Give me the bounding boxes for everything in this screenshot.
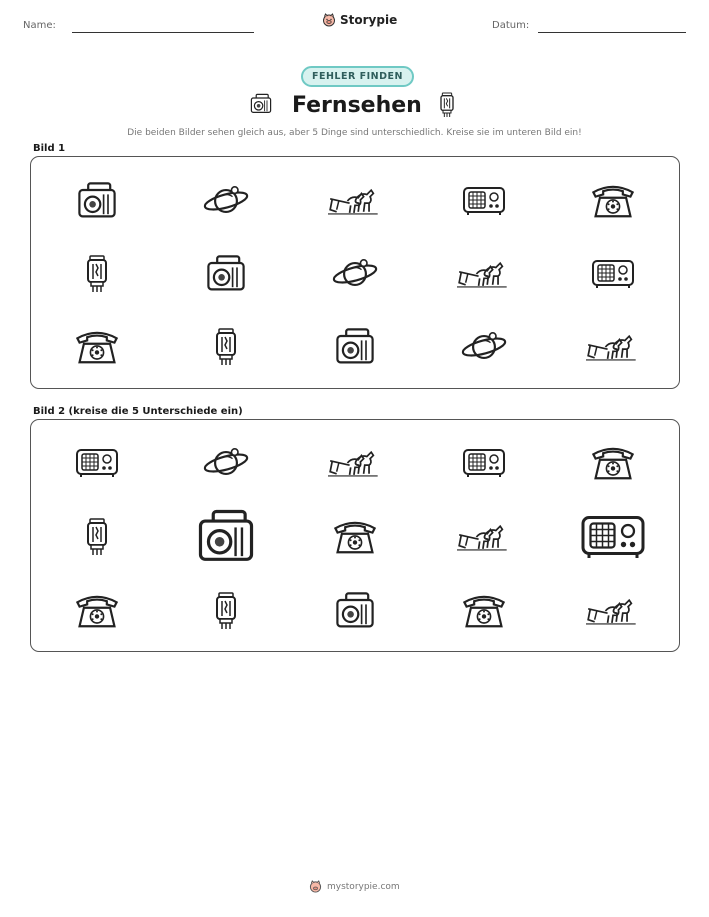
picture-cell[interactable]	[32, 500, 161, 574]
horse-plough-icon	[586, 593, 640, 629]
picture-1-grid	[32, 164, 678, 384]
footer	[309, 880, 400, 893]
picture-cell[interactable]	[290, 237, 419, 310]
picture-cell[interactable]	[549, 426, 678, 500]
vacuum-tube-icon	[214, 588, 238, 634]
picture-cell[interactable]	[32, 426, 161, 500]
picture-cell[interactable]	[290, 426, 419, 500]
name-field[interactable]	[72, 32, 254, 33]
picture-2-label: Bild 2 (kreise die 5 Unterschiede ein)	[33, 406, 243, 417]
telephone-icon	[460, 591, 508, 631]
camera-icon	[204, 254, 248, 294]
vacuum-tube-icon	[214, 324, 238, 370]
instructions-text: Die beiden Bilder sehen gleich aus, aber 5 Dinge sind unterschiedlich. Kreise sie im unteren Bild ein!	[127, 128, 582, 138]
picture-cell[interactable]	[290, 574, 419, 648]
picture-2-grid	[32, 426, 678, 648]
date-field[interactable]	[538, 32, 686, 33]
picture-cell[interactable]	[549, 574, 678, 648]
radio-icon	[591, 257, 635, 291]
camera-icon	[194, 508, 258, 566]
camera-icon	[333, 591, 377, 631]
picture-cell[interactable]	[161, 237, 290, 310]
telephone-icon	[73, 591, 121, 631]
picture-cell[interactable]	[161, 574, 290, 648]
horse-plough-icon	[457, 256, 511, 292]
picture-cell[interactable]	[290, 500, 419, 574]
picture-cell[interactable]	[549, 164, 678, 237]
picture-cell[interactable]	[32, 164, 161, 237]
telephone-icon	[331, 517, 379, 557]
camera-icon	[75, 181, 119, 221]
pig-logo-icon	[309, 880, 322, 893]
picture-cell[interactable]	[161, 311, 290, 384]
picture-cell[interactable]	[549, 237, 678, 310]
planet-icon	[202, 183, 250, 219]
picture-cell[interactable]	[420, 164, 549, 237]
planet-icon	[331, 256, 379, 292]
picture-cell[interactable]	[32, 237, 161, 310]
picture-cell[interactable]	[549, 311, 678, 384]
planet-icon	[202, 445, 250, 481]
picture-cell[interactable]	[161, 500, 290, 574]
telephone-icon	[589, 443, 637, 483]
picture-cell[interactable]	[420, 426, 549, 500]
picture-1-label: Bild 1	[33, 143, 66, 154]
page-title: Fernsehen	[292, 93, 422, 118]
horse-plough-icon	[457, 519, 511, 555]
horse-plough-icon	[328, 445, 382, 481]
picture-cell[interactable]	[290, 311, 419, 384]
picture-cell[interactable]	[549, 500, 678, 574]
radio-icon	[462, 446, 506, 480]
picture-cell[interactable]	[420, 237, 549, 310]
pig-logo-icon	[322, 13, 336, 27]
footer-url[interactable]: mystorypie.com	[327, 881, 400, 892]
camera-icon	[333, 327, 377, 367]
vacuum-tube-icon	[85, 251, 109, 297]
telephone-icon	[589, 181, 637, 221]
name-label: Name:	[23, 20, 56, 31]
radio-icon	[462, 184, 506, 218]
planet-icon	[460, 329, 508, 365]
radio-icon	[580, 512, 646, 563]
camera-icon	[249, 93, 273, 115]
picture-cell[interactable]	[32, 311, 161, 384]
telephone-icon	[73, 327, 121, 367]
brand-logo	[322, 13, 397, 27]
vacuum-tube-icon	[439, 91, 455, 119]
picture-cell[interactable]	[420, 311, 549, 384]
date-label: Datum:	[492, 20, 530, 31]
radio-icon	[75, 446, 119, 480]
picture-cell[interactable]	[32, 574, 161, 648]
picture-cell[interactable]	[290, 164, 419, 237]
vacuum-tube-icon	[85, 514, 109, 560]
horse-plough-icon	[328, 183, 382, 219]
picture-cell[interactable]	[420, 574, 549, 648]
brand-name: Storypie	[340, 13, 398, 27]
horse-plough-icon	[586, 329, 640, 365]
picture-cell[interactable]	[161, 164, 290, 237]
activity-badge: FEHLER FINDEN	[301, 66, 414, 87]
picture-cell[interactable]	[420, 500, 549, 574]
picture-cell[interactable]	[161, 426, 290, 500]
